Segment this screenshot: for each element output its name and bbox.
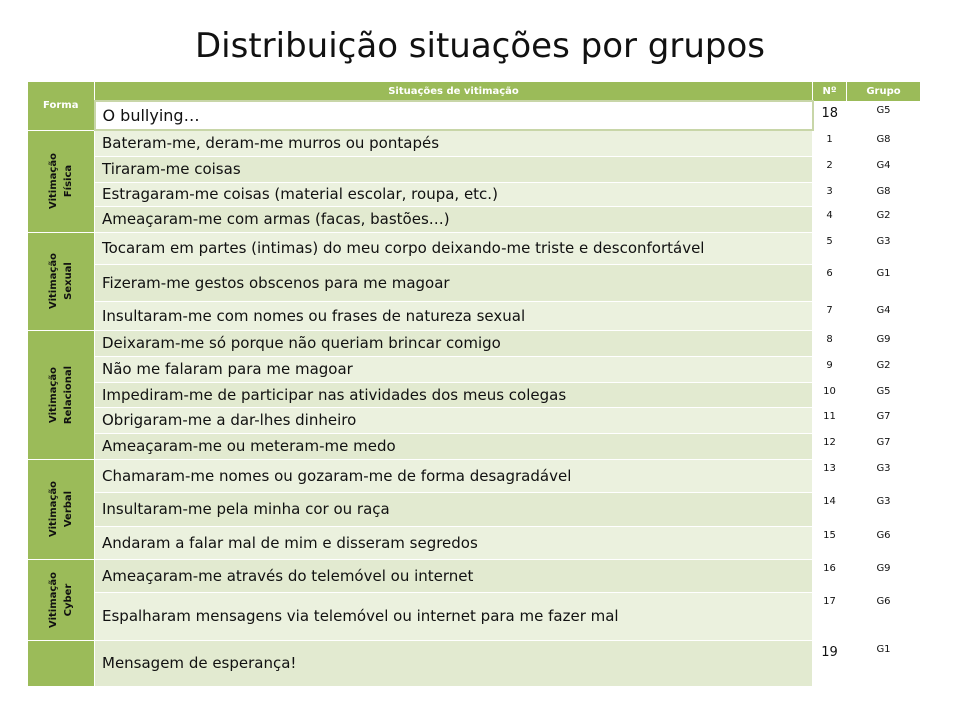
- number-cell: 13: [813, 459, 847, 492]
- situations-table: [27, 81, 921, 687]
- number-cell: 16: [813, 559, 847, 592]
- situation-cell: [95, 640, 813, 686]
- number-cell: 7: [813, 301, 847, 330]
- situation-text: O bullying…: [102, 106, 200, 125]
- header-row: [28, 82, 921, 102]
- situation-text: Andaram a falar mal de mim e disseram segredos: [102, 533, 478, 552]
- group-cell: G2: [847, 356, 921, 382]
- table-row: [28, 382, 921, 407]
- number-cell: 10: [813, 382, 847, 407]
- group-cell: G8: [847, 130, 921, 156]
- table-row: [28, 156, 921, 182]
- number-cell: 2: [813, 156, 847, 182]
- form-label-empty: [28, 640, 95, 686]
- situation-text: Espalharam mensagens via telemóvel ou internet para me fazer mal: [102, 607, 619, 625]
- number-cell: 12: [813, 433, 847, 459]
- table-row: [28, 492, 921, 526]
- group-cell: G7: [847, 407, 921, 433]
- number-cell: 14: [813, 492, 847, 526]
- situation-text: Ameaçaram-me com armas (facas, bastões…): [102, 210, 450, 228]
- situation-text: Fizeram-me gestos obscenos para me magoar: [102, 273, 450, 292]
- group-cell: G1: [847, 264, 921, 301]
- table-row: [28, 264, 921, 301]
- page-title: Distribuição situações por grupos: [195, 26, 765, 66]
- situation-cell: [95, 264, 813, 301]
- group-cell: G9: [847, 559, 921, 592]
- situation-cell: [95, 182, 813, 206]
- group-cell: G1: [847, 640, 921, 686]
- number-cell: 9: [813, 356, 847, 382]
- number-cell: 4: [813, 206, 847, 232]
- situation-text: Obrigaram-me a dar-lhes dinheiro: [102, 411, 357, 429]
- table-row: [28, 356, 921, 382]
- group-cell: G5: [847, 101, 921, 130]
- number-cell: 17: [813, 592, 847, 640]
- situation-text: Tiraram-me coisas: [102, 160, 241, 178]
- group-cell: G3: [847, 232, 921, 264]
- group-cell: G6: [847, 526, 921, 559]
- header-grupo: Grupo: [847, 82, 921, 102]
- header-numero: Nº: [813, 82, 847, 102]
- situation-text: Mensagem de esperança!: [102, 654, 297, 672]
- situation-cell: [95, 206, 813, 232]
- situation-cell: [95, 433, 813, 459]
- situation-text: Estragaram-me coisas (material escolar, roupa, etc.): [102, 185, 498, 203]
- situation-text: Insultaram-me com nomes ou frases de natureza sexual: [102, 306, 526, 325]
- situation-cell: [95, 407, 813, 433]
- table-row: [28, 459, 921, 492]
- group-cell: G3: [847, 459, 921, 492]
- table-row: [28, 206, 921, 232]
- situation-cell: [95, 101, 813, 130]
- number-cell: 3: [813, 182, 847, 206]
- group-cell: G7: [847, 433, 921, 459]
- group-cell: G9: [847, 330, 921, 356]
- situation-text: Ameaçaram-me ou meteram-me medo: [102, 437, 396, 455]
- form-label-text: Vitimação Sexual: [47, 253, 74, 309]
- situation-cell: [95, 356, 813, 382]
- situation-text: Insultaram-me pela minha cor ou raça: [102, 500, 390, 518]
- situation-text: Tocaram em partes (intimas) do meu corpo deixando-me triste e desconfortável: [102, 239, 705, 257]
- form-label-text: Vitimação Relacional: [48, 365, 74, 424]
- situation-cell: [95, 232, 813, 264]
- situation-text: Não me falaram para me magoar: [102, 360, 353, 378]
- form-label-text: Vitimação Cyber: [47, 571, 74, 628]
- group-cell: G8: [847, 182, 921, 206]
- situation-text: Chamaram-me nomes ou gozaram-me de forma desagradável: [102, 466, 572, 485]
- form-label-relacional: [28, 330, 95, 459]
- number-cell: 8: [813, 330, 847, 356]
- table-row: [28, 640, 921, 686]
- situation-text: Impediram-me de participar nas atividades dos meus colegas: [102, 385, 567, 404]
- table-row: [28, 407, 921, 433]
- table-row: [28, 559, 921, 592]
- table-row: [28, 526, 921, 559]
- table-row: [28, 433, 921, 459]
- group-cell: G2: [847, 206, 921, 232]
- table-row: [28, 301, 921, 330]
- situation-text: Deixaram-me só porque não queriam brincar comigo: [102, 334, 501, 352]
- situation-cell: [95, 330, 813, 356]
- group-cell: G6: [847, 592, 921, 640]
- situation-text: Bateram-me, deram-me murros ou pontapés: [102, 134, 440, 153]
- number-cell: 1: [813, 130, 847, 156]
- group-cell: G5: [847, 382, 921, 407]
- table-row: [28, 182, 921, 206]
- table-row: [28, 130, 921, 156]
- group-cell: G4: [847, 301, 921, 330]
- number-cell: 5: [813, 232, 847, 264]
- situation-cell: [95, 301, 813, 330]
- number-cell: 11: [813, 407, 847, 433]
- table-row: [28, 592, 921, 640]
- situation-cell: [95, 492, 813, 526]
- number-cell: 19: [813, 640, 847, 686]
- table-row: [28, 101, 921, 130]
- number-cell: 18: [813, 101, 847, 130]
- header-forma: Forma: [28, 82, 95, 131]
- form-label-cyber: [28, 559, 95, 640]
- situation-cell: [95, 592, 813, 640]
- situation-cell: [95, 156, 813, 182]
- form-label-verbal: [28, 459, 95, 559]
- situation-cell: [95, 382, 813, 407]
- group-cell: G3: [847, 492, 921, 526]
- table-row: [28, 330, 921, 356]
- situation-cell: [95, 526, 813, 559]
- situation-text: Ameaçaram-me através do telemóvel ou internet: [102, 566, 474, 585]
- form-label-text: Vitimação Física: [47, 153, 74, 209]
- situation-cell: [95, 559, 813, 592]
- table-row: [28, 232, 921, 264]
- number-cell: 15: [813, 526, 847, 559]
- group-cell: G4: [847, 156, 921, 182]
- header-situacao: Situações de vitimação: [95, 82, 813, 102]
- situation-cell: [95, 459, 813, 492]
- number-cell: 6: [813, 264, 847, 301]
- form-label-fisica: [28, 130, 95, 232]
- form-label-text: Vitimação Verbal: [47, 481, 74, 537]
- situation-cell: [95, 130, 813, 156]
- form-label-sexual: [28, 232, 95, 330]
